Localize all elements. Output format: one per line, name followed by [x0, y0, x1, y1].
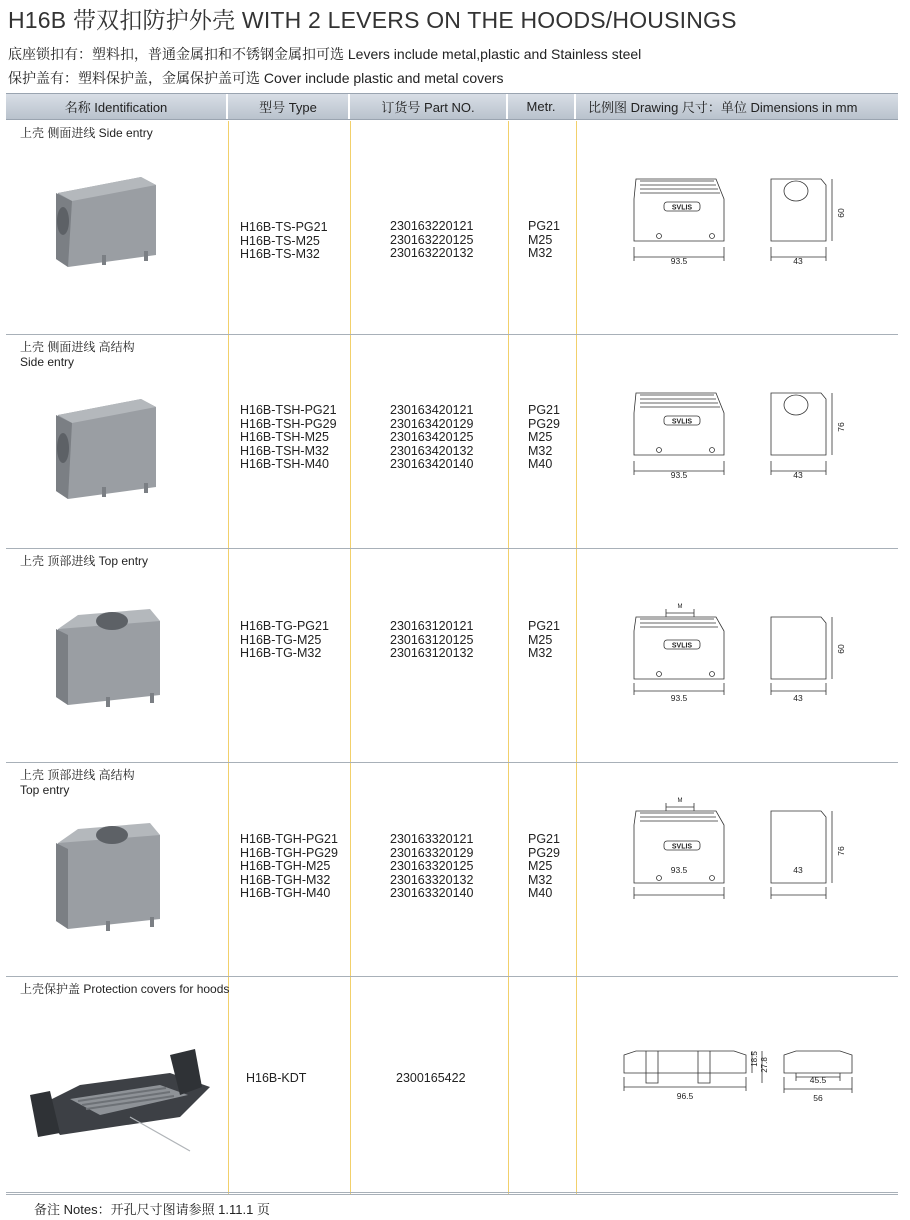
part-no-list: 2300165422 [396, 1071, 466, 1085]
housing-top-entry-photo [50, 601, 170, 711]
dim-height-1: 18.5 [750, 1051, 759, 1067]
dim-height: 76 [836, 846, 846, 856]
header-metr: Metr. [508, 94, 576, 119]
brand-label: SVLIS [671, 418, 693, 426]
dim-height: 76 [836, 422, 846, 432]
dimension-drawing [606, 383, 856, 483]
part-no-list: 230163220121 230163220125 230163220132 [390, 219, 474, 260]
dim-depth: 43 [793, 693, 803, 703]
table-row [6, 121, 898, 335]
row-label: 上壳 顶部进线 Top entry [20, 554, 149, 568]
type-list: H16B-TS-PG21 H16B-TS-M25 H16B-TS-M32 [240, 220, 328, 261]
table-row [6, 763, 898, 977]
type-list: H16B-KDT [246, 1071, 307, 1085]
row-label: 上壳保护盖 Protection covers for hoods [20, 982, 230, 996]
dim-width: 96.5 [676, 1091, 694, 1101]
row-label: 上壳 侧面进线 Side entry [20, 126, 153, 140]
dim-height-2: 27.8 [760, 1057, 769, 1073]
header-identification: 名称 Identification [6, 94, 228, 119]
footer-notes: 备注 Notes：开孔尺寸图请参照 1.11.1 页 [34, 1202, 270, 1217]
row-label: 上壳 顶部进线 高结构 Top entry [20, 768, 135, 797]
header-type: 型号 Type [228, 94, 350, 119]
brand-label: SVLIS [671, 204, 693, 212]
dimension-drawing [606, 791, 856, 901]
housing-side-entry-photo [46, 171, 176, 271]
subtitle-levers: 底座锁扣有：塑料扣，普通金属扣和不锈钢金属扣可选 Levers include metal,plastic and Stainless steel [8, 46, 642, 62]
brand-label: SVLIS [671, 642, 693, 650]
part-no-list: 230163420121 230163420129 230163420125 230163420132 230163420140 [390, 403, 474, 471]
metr-list: PG21 PG29 M25 M32 M40 [528, 403, 560, 471]
protection-cover-photo [20, 1025, 220, 1155]
dimension-drawing [606, 597, 856, 703]
table-row [6, 977, 898, 1195]
dim-depth: 43 [793, 256, 803, 266]
row-label: 上壳 侧面进线 高结构 Side entry [20, 340, 135, 369]
header-part-no: 订货号 Part NO. [350, 94, 508, 119]
housing-top-entry-high-photo [50, 815, 170, 935]
type-list: H16B-TG-PG21 H16B-TG-M25 H16B-TG-M32 [240, 619, 329, 660]
dim-depth: 43 [793, 470, 803, 480]
dim-width: 93.5 [670, 865, 688, 875]
dim-height: 60 [836, 208, 846, 218]
dim-thread: M [677, 798, 683, 804]
type-list: H16B-TSH-PG21 H16B-TSH-PG29 H16B-TSH-M25 H16B-TSH-M32 H16B-TSH-M40 [240, 403, 337, 471]
dim-thread: M [677, 604, 683, 610]
metr-list: PG21 M25 M32 [528, 219, 560, 260]
dim-width: 93.5 [670, 470, 688, 480]
table-row [6, 549, 898, 763]
dim-width: 93.5 [670, 256, 688, 266]
header-drawing: 比例图 Drawing 尺寸：单位 Dimensions in mm [588, 100, 858, 115]
dim-height: 60 [836, 644, 846, 654]
housing-side-entry-high-photo [46, 393, 176, 503]
metr-list: PG21 PG29 M25 M32 M40 [528, 832, 560, 900]
part-no-list: 230163320121 230163320129 230163320125 230163320132 230163320140 [390, 832, 474, 900]
product-table [6, 121, 898, 1195]
table-row [6, 335, 898, 549]
subtitle-covers: 保护盖有：塑料保护盖，金属保护盖可选 Cover include plastic and metal covers [8, 70, 504, 86]
dim-inner: 45.5 [809, 1075, 827, 1085]
type-list: H16B-TGH-PG21 H16B-TGH-PG29 H16B-TGH-M25 H16B-TGH-M32 H16B-TGH-M40 [240, 832, 338, 900]
dim-depth: 43 [793, 865, 803, 875]
footer-divider [6, 1192, 898, 1193]
dimension-drawing [606, 1043, 866, 1123]
dim-outer: 56 [813, 1093, 823, 1103]
table-header [6, 93, 898, 120]
metr-list: PG21 M25 M32 [528, 619, 560, 660]
dimension-drawing [606, 169, 856, 269]
page-title: H16B 带双扣防护外壳 WITH 2 LEVERS ON THE HOODS/HOUSINGS [8, 7, 737, 33]
brand-label: SVLIS [671, 843, 693, 851]
part-no-list: 230163120121 230163120125 230163120132 [390, 619, 474, 660]
dim-width: 93.5 [670, 693, 688, 703]
